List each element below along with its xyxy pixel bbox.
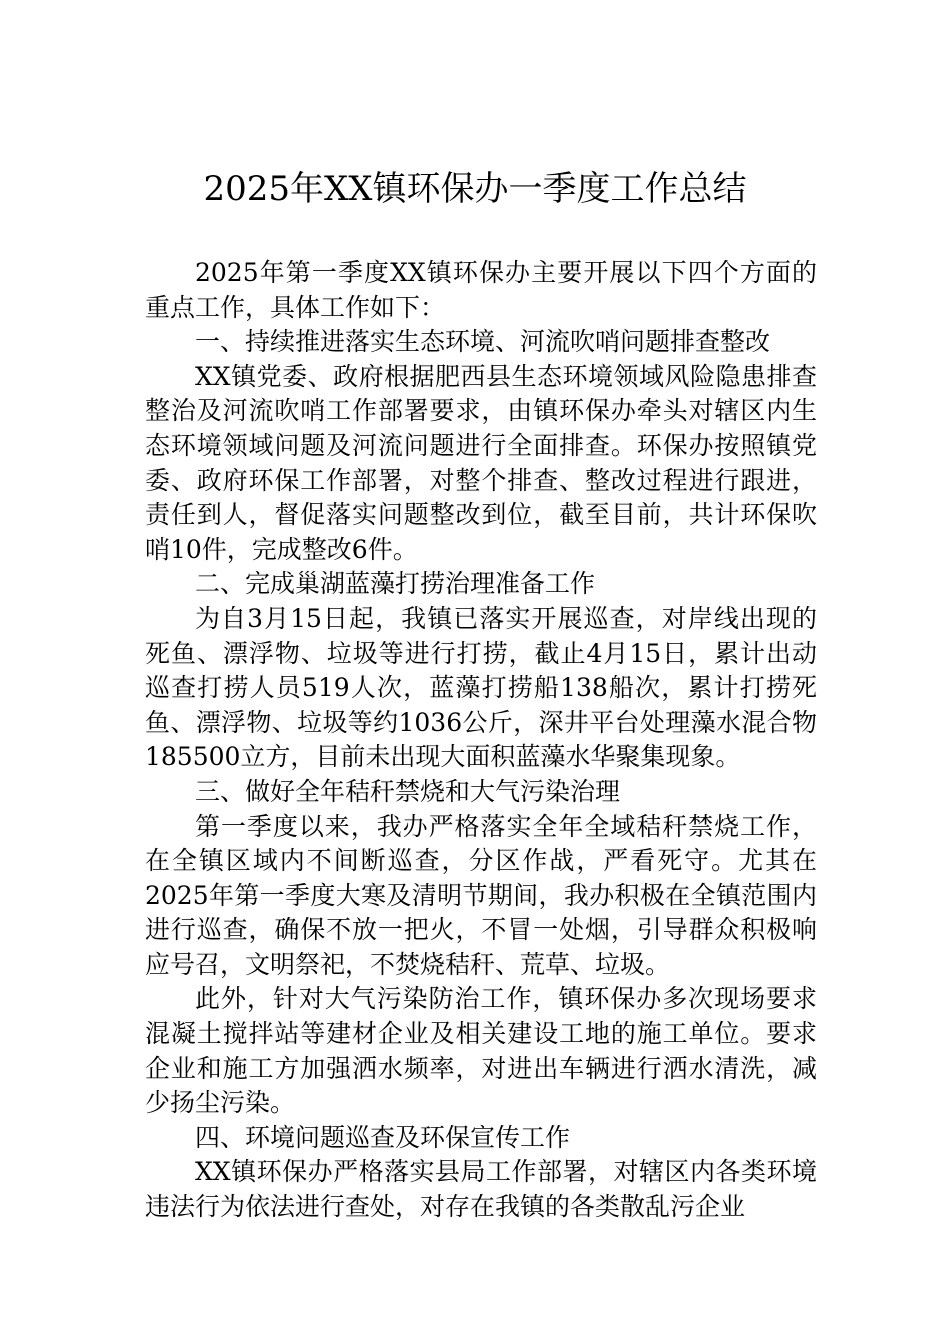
section-paragraph-3a: 第一季度以来，我办严格落实全年全域秸秆禁烧工作，在全镇区域内不间断巡查，分区作战，严看死守。尤其在2025年第一季度大寒及清明节期间，我办积极在全镇范围内进行巡查，确保不放一把火，不冒一处烟，引导群众积极响应号召，文明祭祀，不焚烧秸秆、荒草、垃圾。 <box>145 811 817 979</box>
document-body <box>145 256 817 1225</box>
section-heading-1: 一、持续推进落实生态环境、河流吹哨问题排查整改 <box>195 327 771 357</box>
section-paragraph-2: 为自3月15日起，我镇已落实开展巡查，对岸线出现的死鱼、漂浮物、垃圾等进行打捞，截止4月15日，累计出动巡查打捞人员519人次，蓝藻打捞船138船次，累计打捞死鱼、漂浮物、垃圾等约1036公斤，深井平台处理藻水混合物185500立方，目前未出现大面积蓝藻水华聚集现象。 <box>145 603 817 772</box>
section-heading-2: 二、完成巢湖蓝藻打捞治理准备工作 <box>195 569 596 599</box>
document-title: 2025年XX镇环保办一季度工作总结 <box>203 169 747 209</box>
section-paragraph-3b: 此外，针对大气污染防治工作，镇环保办多次现场要求混凝土搅拌站等建材企业及相关建设工地的施工单位。要求企业和施工方加强洒水频率，对进出车辆进行洒水清洗，减少扬尘污染。 <box>145 984 817 1118</box>
section-paragraph-4: XX镇环保办严格落实县局工作部署，对辖区内各类环境违法行为依法进行查处，对存在我镇的各类散乱污企业 <box>145 1157 817 1222</box>
intro-paragraph: 2025年第一季度XX镇环保办主要开展以下四个方面的重点工作，具体工作如下： <box>145 258 817 322</box>
section-heading-3: 三、做好全年秸秆禁烧和大气污染治理 <box>195 776 621 806</box>
section-heading-4: 四、环境问题巡查及环保宣传工作 <box>195 1122 571 1152</box>
section-paragraph-1: XX镇党委、政府根据肥西县生态环境领域风险隐患排查整治及河流吹哨工作部署要求，由镇环保办牵头对辖区内生态环境领域问题及河流问题进行全面排查。环保办按照镇党委、政府环保工作部署，对整个排查、整改过程进行跟进，责任到人，督促落实问题整改到位，截至目前，共计环保吹哨10件，完成整改6件。 <box>145 361 817 564</box>
